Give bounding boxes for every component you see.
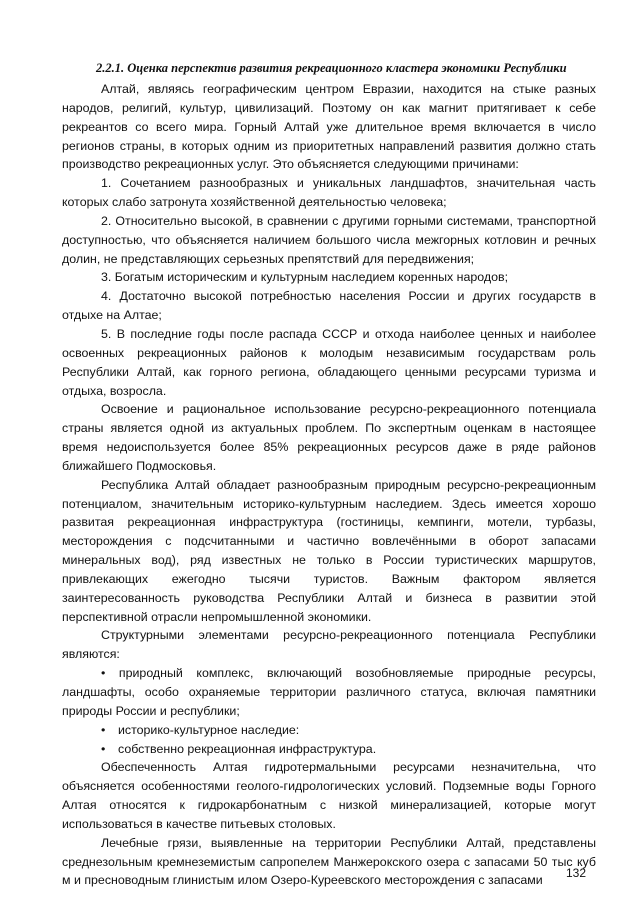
paragraph-reason-2: 2. Относительно высокой, в сравнении с другими горными системами, транспортной доступностью, что объясняется наличием большого числа межгорных котловин и речных долин, не представляющих серьезных препятствий для передвижения; — [62, 213, 596, 266]
paragraph-reason-1: 1. Сочетанием разнообразных и уникальных ландшафтов, значительная часть которых слабо затронута хозяйственной деятельностью человека; — [62, 176, 596, 210]
bullet-item-heritage: • историко-культурное наследие: — [62, 721, 596, 740]
bullet-item-infrastructure: • собственно рекреационная инфраструктура. — [62, 740, 596, 759]
section-heading: 2.2.1. Оценка перспектив развития рекреационного кластера экономики Республики — [96, 61, 567, 75]
paragraph-therapeutic-mud: Лечебные грязи, выявленные на территории Республики Алтай, представлены среднезольным кремнеземистым сапропелем Манжерокского озера с запасами 50 тыс куб м и пресноводным глинистым илом Озеро-Куреевского месторождения с запасами — [62, 835, 596, 888]
page-number: 132 — [566, 866, 587, 880]
paragraph-structural-elements: Структурными элементами ресурсно-рекреационного потенциала Республики являются: — [62, 628, 596, 662]
paragraph-reason-4: 4. Достаточно высокой потребностью населения России и других государств в отдыхе на Алтае; — [62, 289, 596, 323]
paragraph-hydrothermal: Обеспеченность Алтая гидротермальными ресурсами незначительна, что объясняется особенностями геолого-гидрологических условий. Подземные воды Горного Алтая относятся к гидрокарбонатным с низкой минерализацией, которые могут использоваться в качестве питьевых столовых. — [62, 760, 596, 831]
paragraph-reason-5: 5. В последние годы после распада СССР и отхода наиболее ценных и наиболее освоенных рекреационных районов к молодым независимым государствам роль Республики Алтай, как горного региона, обладающего ценными ресурсами туризма и отдыха, возросла. — [62, 326, 596, 398]
paragraph-reason-3: 3. Богатым историческим и культурным наследием коренных народов; — [101, 270, 509, 285]
paragraph-resource-use: Освоение и рациональное использование ресурсно-рекреационного потенциала страны является одной из актуальных проблем. По экспертным оценкам в настоящее время недоиспользуется более 85% рекреационных ресурсов даже в ряде районов ближайшего Подмосковья. — [62, 402, 596, 473]
paragraph-republic-potential: Республика Алтай обладает разнообразным природным ресурсно-рекреационным потенциалом, значительным историко-культурным наследием. Здесь имеется хорошо развитая рекреационная инфраструктура (гостиницы, кемпинги, мотели, турбазы, месторождения с подсчитанными и частично вовлечёнными в оборот запасами минеральных вод), ряд известных не только в России туристических маршрутов, привлекающих ежегодно тысячи туристов. Важным фактором является заинтересованность руководства Республики Алтай и бизнеса в развитии этой перспективной отрасли непромышленной экономики. — [62, 477, 596, 624]
paragraph-intro: Алтай, являясь географическим центром Евразии, находится на стыке разных народов, религий, культур, цивилизаций. Поэтому он как магнит притягивает к себе рекреантов со всего мира. Горный Алтай уже длительное время включается в число регионов страны, в которых одним из приоритетных направлений развития должно стать производство рекреационных услуг. Это объясняется следующими причинами: — [62, 82, 596, 172]
paragraph-natural-complex: • природный комплекс, включающий возобновляемые природные ресурсы, ландшафты, особо охраняемые территории различного статуса, включая памятники природы России и республики; — [62, 666, 596, 718]
body-text — [62, 80, 596, 890]
